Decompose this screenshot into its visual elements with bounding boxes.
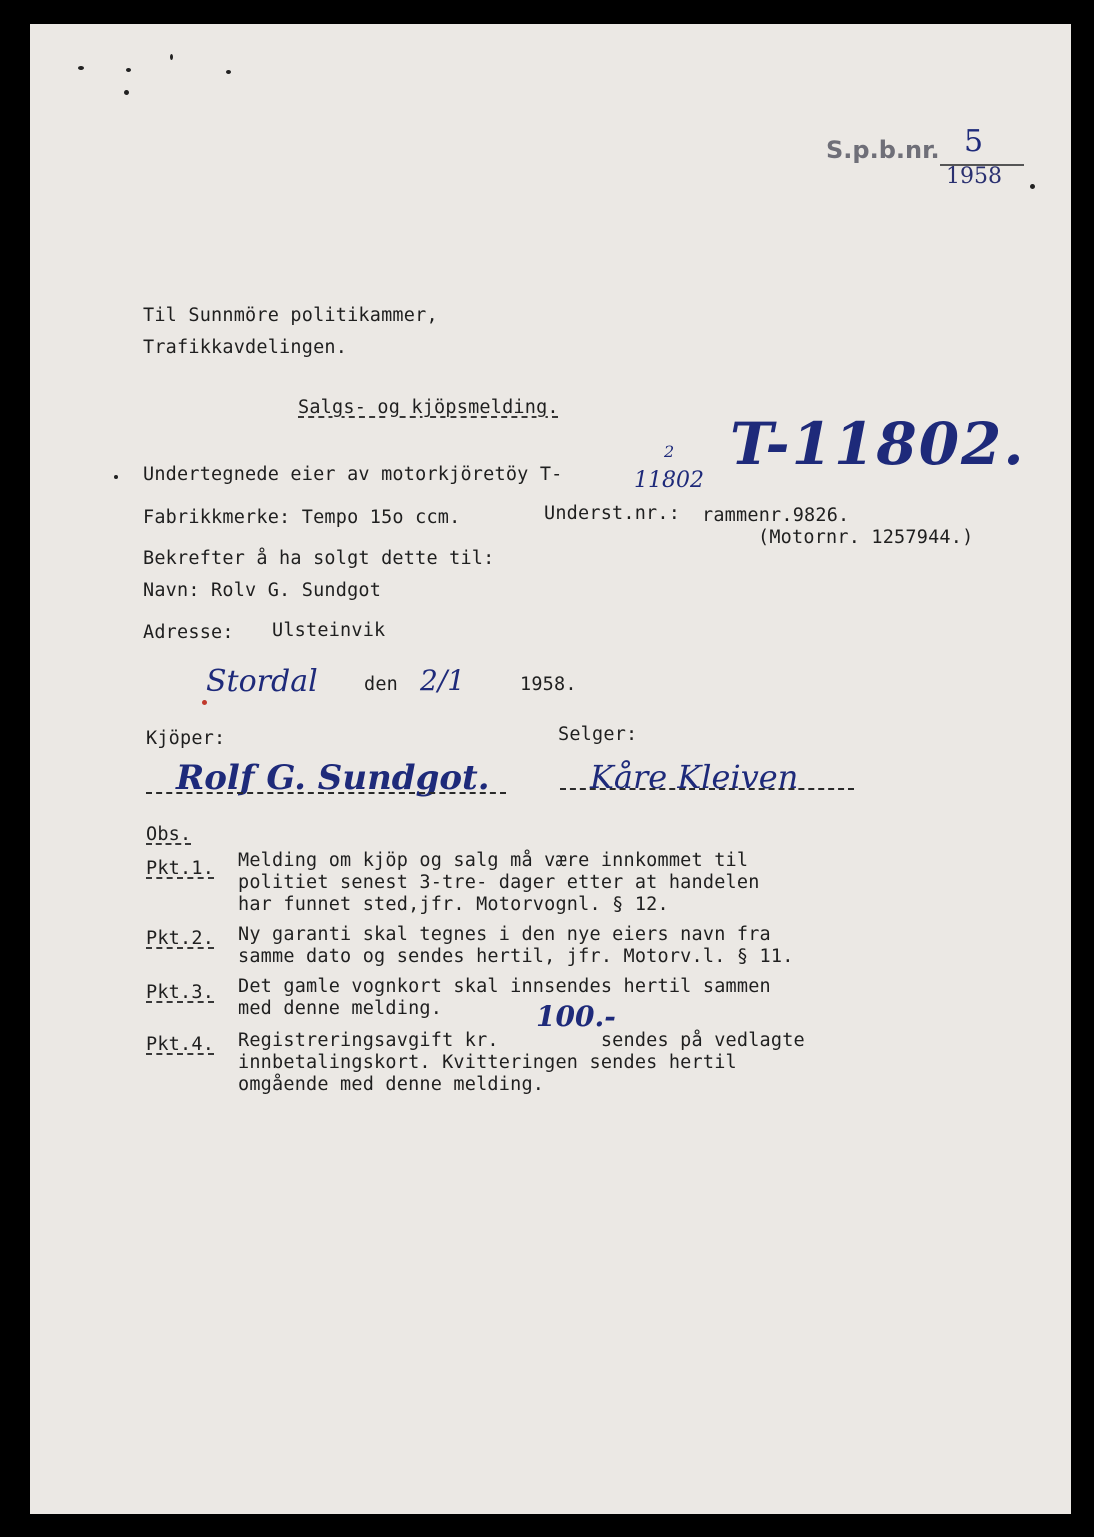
bullet-dot	[114, 475, 118, 479]
motor-number: (Motornr. 1257944.)	[758, 527, 974, 548]
buyer-label: Kjöper:	[146, 728, 226, 749]
note-4-line-2: innbetalingskort. Kvitteringen sendes hertil	[238, 1052, 737, 1073]
notes-heading: Obs.	[146, 824, 192, 845]
date-year: 1958.	[520, 674, 577, 695]
note-2-label: Pkt.2.	[146, 928, 215, 949]
owner-line: Undertegnede eier av motorkjöretöy T-	[143, 464, 563, 485]
red-speck	[202, 700, 207, 705]
reg-number-large: T-11802.	[730, 410, 1026, 478]
note-4-line-1: Registreringsavgift kr. sendes på vedlagte	[238, 1030, 805, 1051]
owner-reg-correction: 2	[664, 442, 675, 461]
address-line-2: Trafikkavdelingen.	[143, 337, 348, 358]
ink-speck	[78, 66, 84, 70]
note-2-line-2: samme dato og sendes hertil, jfr. Motorv.l. § 11.	[238, 946, 794, 967]
seller-signature-line	[560, 788, 854, 790]
owner-reg-handwritten: 11802	[634, 468, 704, 493]
note-4-label: Pkt.4.	[146, 1034, 215, 1055]
note-1-line-3: har funnet sted,jfr. Motorvognl. § 12.	[238, 894, 669, 915]
place-handwritten: Stordal	[206, 664, 318, 699]
buyer-signature: Rolf G. Sundgot.	[176, 758, 490, 798]
document-page	[30, 24, 1071, 1514]
buyer-address-label: Adresse:	[143, 622, 234, 643]
note-1-line-1: Melding om kjöp og salg må være innkommet til	[238, 850, 749, 871]
buyer-signature-line	[146, 792, 506, 794]
date-handwritten: 2/1	[420, 664, 466, 697]
buyer-address-value: Ulsteinvik	[272, 620, 386, 641]
seller-signature: Kåre Kleiven	[590, 758, 799, 796]
form-title: Salgs- og kjöpsmelding.	[298, 397, 559, 418]
ink-speck	[126, 68, 131, 72]
stamp-label: S.p.b.nr.	[826, 136, 940, 164]
ink-speck	[124, 90, 129, 95]
understell-value: rammenr.9826.	[702, 505, 850, 526]
note-4-line-3: omgående med denne melding.	[238, 1074, 545, 1095]
note-3-label: Pkt.3.	[146, 982, 215, 1003]
fee-amount-handwritten: 100.-	[536, 1000, 616, 1033]
stamp-number: 5	[964, 124, 984, 159]
ink-speck	[1030, 184, 1035, 189]
date-den: den	[364, 674, 399, 695]
ink-speck	[226, 70, 231, 74]
stamp-year: 1958	[946, 164, 1002, 189]
ink-speck	[170, 54, 173, 60]
note-3-line-1: Det gamle vognkort skal innsendes hertil sammen	[238, 976, 771, 997]
address-line-1: Til Sunnmöre politikammer,	[143, 305, 438, 326]
note-3-line-2: med denne melding.	[238, 998, 443, 1019]
note-1-label: Pkt.1.	[146, 858, 215, 879]
note-2-line-1: Ny garanti skal tegnes i den nye eiers navn fra	[238, 924, 771, 945]
note-1-line-2: politiet senest 3-tre- dager etter at handelen	[238, 872, 760, 893]
confirm-line: Bekrefter å ha solgt dette til:	[143, 548, 495, 569]
buyer-name-line: Navn: Rolv G. Sundgot	[143, 580, 382, 601]
understell-label: Underst.nr.:	[544, 503, 681, 524]
seller-label: Selger:	[558, 724, 638, 745]
make-line: Fabrikkmerke: Tempo 15o ccm.	[143, 507, 461, 528]
